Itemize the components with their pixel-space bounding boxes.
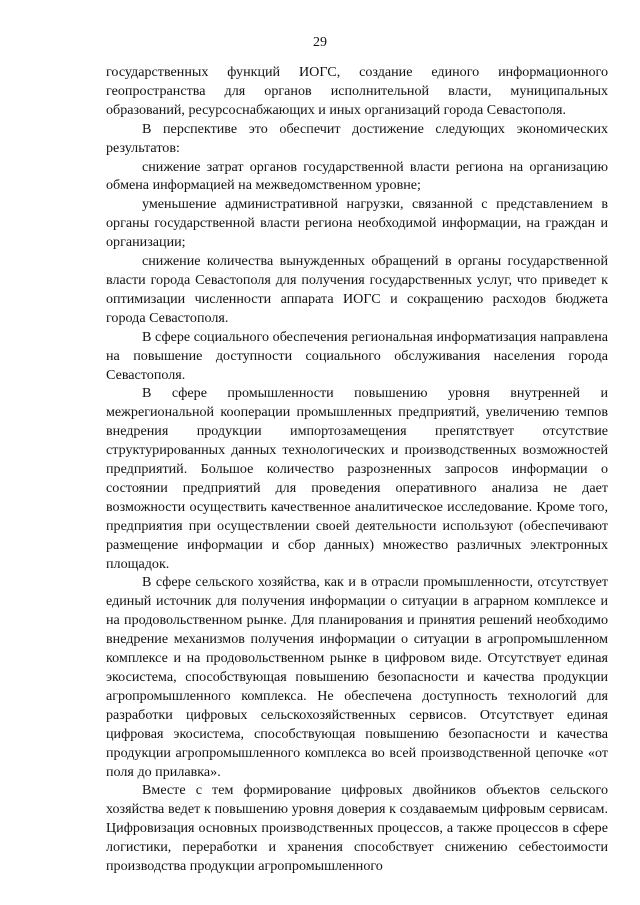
paragraph-agriculture: В сфере сельского хозяйства, как и в отрасли промышленности, отсутствует единый источник для получения информации о ситуации в аграрном комплексе и на продовольственном рынке. Для планирования и принятия решений необходимо внедрение механизмов получения информации о ситуации в агропромышленном комплексе и на продовольственном рынке в цифровом виде. Отсутствует единая экосистема, способствующая повышению безопасности и качества продукции агропромышленного комплекса. Не обеспечена доступность технологий для разработки цифровых сельскохозяйственных сервисов. Отсутствует единая цифровая экосистема, способствующая повышению безопасности и качества продукции агропромышленного комплекса во всей производственной цепочке «от поля до прилавка». bbox=[106, 574, 608, 780]
paragraph-admin-burden: уменьшение административной нагрузки, связанной с представлением в органы государственной власти региона необходимой информации, на граждан и организации; bbox=[106, 196, 608, 251]
paragraph-social-security: В сфере социального обеспечения региональная информатизация направлена на повышение доступности социального обслуживания населения города Севастополя. bbox=[106, 328, 608, 383]
paragraph-fewer-requests: снижение количества вынужденных обращений в органы государственной власти города Севастополя для получения государственных услуг, что приведет к оптимизации численности аппарата ИОГС и сокращению расходов бюджета города Севастополя. bbox=[106, 253, 608, 326]
page-number: 29 bbox=[313, 35, 327, 50]
paragraph-cost-reduction: снижение затрат органов государственной власти региона на организацию обмена информацией на межведомственном уровне; bbox=[106, 158, 608, 194]
paragraph-intro-continuation: государственных функций ИОГС, создание единого информационного геопространства для органов исполнительной власти, муниципальных образований, ресурсоснабжающих и иных организаций города Севастополя. bbox=[106, 64, 608, 118]
paragraph-industry: В сфере промышленности повышению уровня внутренней и межрегиональной кооперации промышленных предприятий, увеличению темпов внедрения продукции импортозамещения препятствует отсутствие структурированных данных технологических и производственных возможностей предприятий. Большое количество разрозненных запросов информации о состоянии предприятий для проведения оперативного анализа не дает возможности осуществить качественное аналитическое исследование. Кроме того, предприятия при осуществлении своей деятельности используют (обеспечивают размещение информации и сбор данных) множество различных электронных площадок. bbox=[106, 385, 608, 572]
paragraph-economic-results: В перспективе это обеспечит достижение следующих экономических результатов: bbox=[106, 120, 608, 156]
document-body bbox=[106, 63, 608, 876]
paragraph-digital-twins: Вместе с тем формирование цифровых двойников объектов сельского хозяйства ведет к повышению уровня доверия к создаваемым цифровым сервисам. Цифровизация основных производственных процессов, а также процессов в сфере логистики, переработки и хранения способствует снижению себестоимости производства продукции агропромышленного bbox=[106, 782, 608, 875]
